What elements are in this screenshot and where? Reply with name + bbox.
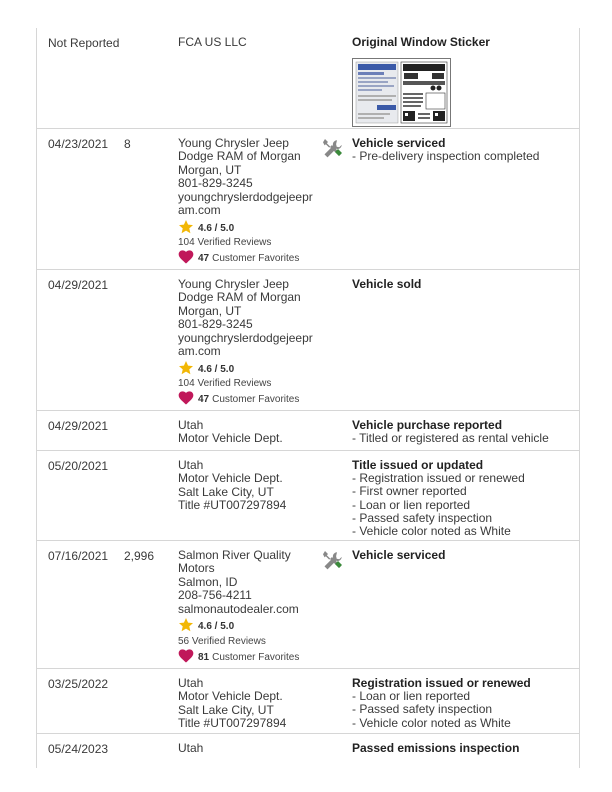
record-detail: - Loan or lien reported xyxy=(352,689,471,704)
record-source xyxy=(178,277,313,408)
record-date: 04/29/2021 xyxy=(48,278,109,292)
source-line: FCA US LLC xyxy=(178,35,247,49)
record-detail: - Titled or registered as rental vehicle xyxy=(352,431,549,446)
star-icon xyxy=(178,617,198,636)
record-comments xyxy=(352,677,574,730)
record-date: 07/16/2021 xyxy=(48,549,109,563)
history-row xyxy=(37,540,579,669)
source-line: 208-756-4211 xyxy=(178,588,252,603)
odometer-reading: 2,996 xyxy=(124,549,155,563)
record-comments xyxy=(352,36,574,127)
rating-score: 4.6 / 5.0 xyxy=(198,621,235,633)
record-source xyxy=(178,419,308,446)
history-row xyxy=(37,128,579,270)
favorites-label: Customer Favorites xyxy=(212,651,300,663)
heart-icon xyxy=(178,249,198,268)
record-date: 03/25/2022 xyxy=(48,677,109,691)
record-detail: - Passed safety inspection xyxy=(352,702,493,717)
history-row xyxy=(37,28,579,128)
record-date: 04/23/2021 xyxy=(48,137,109,151)
heart-icon xyxy=(178,390,198,409)
record-detail: - Pre-delivery inspection completed xyxy=(352,149,540,164)
source-line: 801-829-3245 xyxy=(178,176,253,191)
record-title: Vehicle sold xyxy=(352,277,422,291)
record-detail: - Registration issued or renewed xyxy=(352,471,525,486)
history-row xyxy=(37,733,579,768)
record-date: Not Reported xyxy=(48,36,120,50)
source-line: Salt Lake City, UT xyxy=(178,702,274,717)
source-line: Morgan, UT xyxy=(178,162,242,177)
verified-reviews-link[interactable]: 56 Verified Reviews xyxy=(178,636,266,648)
source-line: Salt Lake City, UT xyxy=(178,484,274,499)
record-title: Passed emissions inspection xyxy=(352,741,520,755)
dealer-rating xyxy=(178,361,308,377)
record-comments xyxy=(352,419,574,445)
customer-favorites xyxy=(178,649,308,666)
favorites-count: 81 xyxy=(198,651,210,663)
heart-icon xyxy=(178,648,198,667)
history-row xyxy=(37,668,579,734)
record-source xyxy=(178,742,308,755)
record-date: 05/20/2021 xyxy=(48,459,109,473)
record-title: Vehicle purchase reported xyxy=(352,418,503,432)
wrench-screwdriver-icon xyxy=(321,549,345,573)
favorites-label: Customer Favorites xyxy=(212,394,300,406)
verified-reviews-link[interactable]: 104 Verified Reviews xyxy=(178,378,272,390)
source-line: Young Chrysler Jeep xyxy=(178,277,289,291)
source-line: Title #UT007297894 xyxy=(178,498,287,513)
window-sticker-thumbnail[interactable] xyxy=(352,58,451,127)
favorites-count: 47 xyxy=(198,394,210,406)
record-source xyxy=(178,549,308,666)
favorites-label: Customer Favorites xyxy=(212,253,300,265)
record-title: Vehicle serviced xyxy=(352,136,446,150)
favorites-count: 47 xyxy=(198,253,210,265)
record-detail: - Vehicle color noted as White xyxy=(352,715,511,730)
record-source xyxy=(178,459,308,513)
dealer-rating xyxy=(178,619,308,635)
source-line: Utah xyxy=(178,458,204,472)
source-line: Motor Vehicle Dept. xyxy=(178,431,283,446)
record-title: Title issued or updated xyxy=(352,458,484,472)
source-line: Utah xyxy=(178,418,204,432)
record-detail: - Vehicle color noted as White xyxy=(352,524,511,539)
odometer-reading: 8 xyxy=(124,137,131,151)
source-website-link[interactable]: am.com xyxy=(178,344,221,359)
source-line: Motors xyxy=(178,561,215,576)
record-title: Vehicle serviced xyxy=(352,548,446,562)
source-website-link[interactable]: salmonautodealer.com xyxy=(178,601,299,616)
wrench-screwdriver-icon xyxy=(321,137,345,161)
record-comments xyxy=(352,742,574,755)
source-line: Title #UT007297894 xyxy=(178,716,287,731)
history-row xyxy=(37,410,579,451)
record-comments xyxy=(352,459,574,538)
source-line: Motor Vehicle Dept. xyxy=(178,689,283,704)
vehicle-history-table xyxy=(36,28,580,768)
source-line: Morgan, UT xyxy=(178,303,242,318)
source-line: Young Chrysler Jeep xyxy=(178,136,289,150)
source-line: Utah xyxy=(178,676,204,690)
source-line: Dodge RAM of Morgan xyxy=(178,290,301,305)
record-comments xyxy=(352,137,574,163)
record-source xyxy=(178,36,308,49)
history-row xyxy=(37,450,579,541)
source-line: Salmon River Quality xyxy=(178,548,291,562)
record-comments xyxy=(352,549,574,562)
customer-favorites xyxy=(178,391,308,408)
source-website-link[interactable]: am.com xyxy=(178,203,221,218)
record-comments xyxy=(352,278,574,291)
record-detail: - Passed safety inspection xyxy=(352,510,493,525)
record-title: Registration issued or renewed xyxy=(352,676,531,690)
record-date: 04/29/2021 xyxy=(48,419,109,433)
record-detail: - Loan or lien reported xyxy=(352,497,471,512)
dealer-rating xyxy=(178,220,308,236)
verified-reviews-link[interactable]: 104 Verified Reviews xyxy=(178,237,272,249)
source-line: 801-829-3245 xyxy=(178,317,253,332)
source-line: youngchryslerdodgejeepr xyxy=(178,330,313,345)
source-line: Utah xyxy=(178,741,204,755)
source-line: Dodge RAM of Morgan xyxy=(178,149,301,164)
rating-score: 4.6 / 5.0 xyxy=(198,222,235,234)
history-row xyxy=(37,269,579,411)
record-date: 05/24/2023 xyxy=(48,742,109,756)
source-line: youngchryslerdodgejeepr xyxy=(178,189,313,204)
star-icon xyxy=(178,360,198,379)
record-source xyxy=(178,677,308,731)
source-line: Motor Vehicle Dept. xyxy=(178,471,283,486)
rating-score: 4.6 / 5.0 xyxy=(198,363,235,375)
record-source xyxy=(178,136,313,267)
record-detail: - First owner reported xyxy=(352,484,467,499)
source-line: Salmon, ID xyxy=(178,574,238,589)
customer-favorites xyxy=(178,250,308,267)
record-title[interactable]: Original Window Sticker xyxy=(352,35,490,49)
star-icon xyxy=(178,219,198,238)
